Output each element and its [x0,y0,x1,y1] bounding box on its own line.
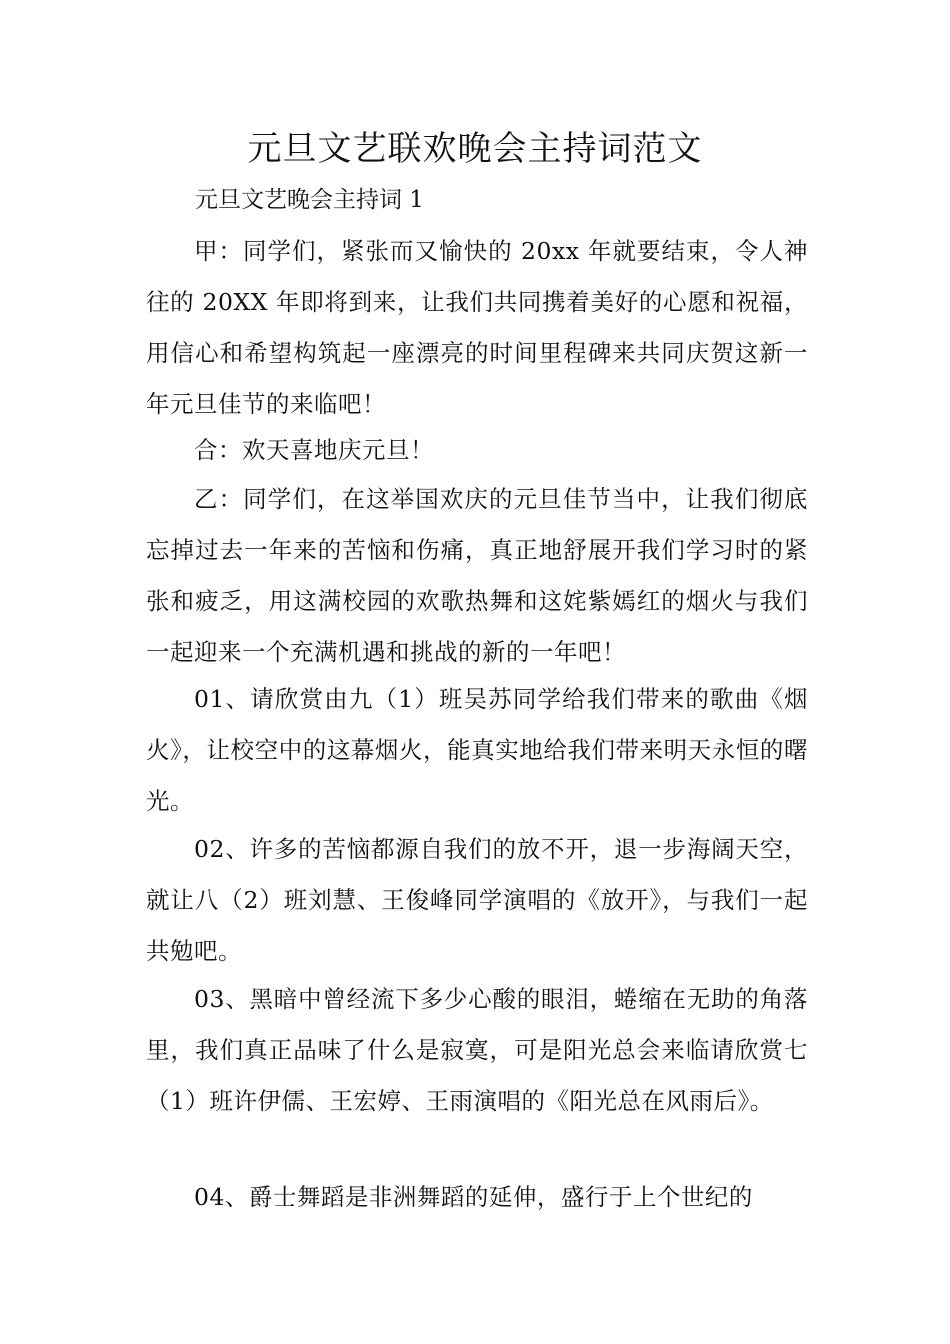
document-title: 元旦文艺联欢晚会主持词范文 [247,129,703,169]
document-subheading: 元旦文艺晚会主持词 1 [195,187,424,213]
paragraph-program-01: 01、请欣赏由九（1）班吴苏同学给我们带来的歌曲《烟火》，让校空中的这幕烟火，能真实地给我们带来明天永恒的曙光。 [146,685,808,815]
paragraph-host-b-opening: 乙：同学们，在这举国欢庆的元旦佳节当中，让我们彻底忘掉过去一年来的苦恼和伤痛，真正地舒展开我们学习时的紧张和疲乏，用这满校园的欢歌热舞和这姹紫嫣红的烟火与我们一起迎来一个充满机遇和挑战的新的一年吧！ [146,485,808,666]
paragraph-program-02: 02、许多的苦恼都源自我们的放不开，退一步海阔天空，就让八（2）班刘慧、王俊峰同学演唱的《放开》，与我们一起共勉吧。 [146,835,808,965]
paragraph-host-a-opening: 甲：同学们，紧张而又愉快的 20xx 年就要结束，令人神往的 20XX 年即将到来，让我们共同携着美好的心愿和祝福，用信心和希望构筑起一座漂亮的时间里程碑来共同庆贺这新一年元旦佳节的来临吧！ [146,237,808,418]
paragraph-program-04: 04、爵士舞蹈是非洲舞蹈的延伸，盛行于上个世纪的 [194,1183,753,1211]
paragraph-together: 合：欢天喜地庆元旦！ [194,436,434,464]
paragraph-program-03: 03、黑暗中曾经流下多少心酸的眼泪，蜷缩在无助的角落里，我们真正品味了什么是寂寞，可是阳光总会来临请欣赏七（1）班许伊儒、王宏婷、王雨演唱的《阳光总在风雨后》。 [146,985,808,1115]
